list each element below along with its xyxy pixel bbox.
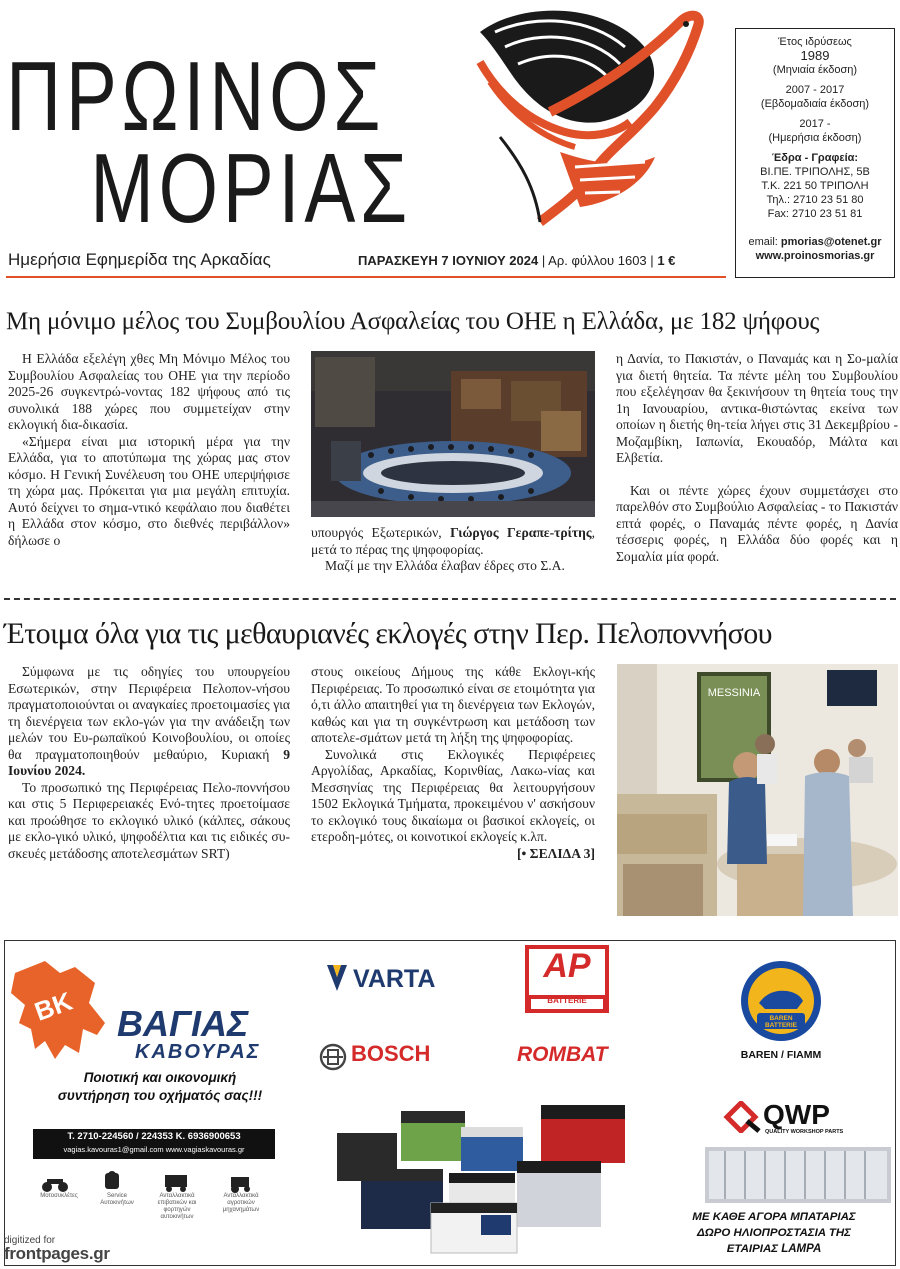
publisher-infobox <box>735 28 895 278</box>
article2-column1 <box>8 664 290 862</box>
phone: Τηλ.: 2710 23 51 80 <box>766 194 864 206</box>
photo-sign-text: MESSINIA <box>707 687 761 699</box>
varta-logo-icon <box>327 965 347 991</box>
article1-paragraph: «Σήμερα είναι μια ιστορική μέρα για την Ελλάδα, για το αποτύπωμα της χώρας μας στον κόσμο. Η Γενική Συνέλευση του ΟΗΕ υπερψήφισε τη χώρα μας. Πρόκειται για μια μεγάλη επιτυχία. Αυτό δείχνει το σημα-ντικό κεφάλαιο που διαθέτει η Ελλάδα στον κόσμο, στο διεθνές περιβάλλον» δήλωσε ο <box>8 433 290 548</box>
article2-headline: Έτοιμα όλα για τις μεθαυριανές εκλογές στην Περ. Πελοποννήσου <box>4 617 772 650</box>
qwp-logo-icon <box>723 1101 763 1133</box>
ad-slogan: Ποιοτική και οικονομική συντήρηση του οχήματός σας!!! <box>57 1070 263 1103</box>
article1-paragraph: υπουργός Εξωτερικών, Γιώργος Γεραπε-τρίτης, μετά το πέρας της ψηφοφορίας. <box>311 525 595 557</box>
section-divider <box>4 598 896 600</box>
car-batteries-illustration <box>331 1091 631 1261</box>
issue-info <box>358 253 675 268</box>
qwp-brand-sub: QUALITY WORKSHOP PARTS <box>765 1129 844 1135</box>
service-icons <box>39 1169 269 1193</box>
address-line2: Τ.Κ. 221 50 ΤΡΙΠΟΛΗ <box>761 180 869 192</box>
separator: | <box>541 253 546 268</box>
ap-brand: AP <box>543 947 591 985</box>
ad-phones: Τ. 2710-224560 / 224353 Κ. 6936900653 <box>67 1131 241 1142</box>
ad-promo-text: ΜΕ ΚΑΘΕ ΑΓΟΡΑ ΜΠΑΤΑΡΙΑΣ ΔΩΡΟ ΗΛΙΟΠΡΟΣΤΑΣΙΑ ΤΗΣ ΕΤΑΙΡΙΑΣ LAMPA <box>692 1211 856 1255</box>
bird-logo-icon <box>440 2 720 227</box>
qwp-brand: QWP <box>763 1099 830 1130</box>
email-address[interactable]: pmorias@otenet.gr <box>780 236 882 248</box>
un-security-council-photo <box>311 351 595 517</box>
daily-years: 2017 - <box>799 118 831 130</box>
frontpages-watermark: digitized for frontpages.gr <box>4 1235 110 1263</box>
varta-brand: VARTA <box>353 965 436 993</box>
service-label: Μοτοσυκλέτες <box>40 1193 78 1199</box>
newspaper-title-line1: ΠΡΩΙΝΟΣ <box>6 41 386 151</box>
masthead-rule <box>6 276 726 278</box>
fax: Fax: 2710 23 51 81 <box>767 208 863 220</box>
minister-name: Γιώργος Γεραπε-τρίτης <box>450 525 592 540</box>
article1-column1 <box>8 351 290 549</box>
rombat-brand: ROMBAT <box>517 1043 608 1066</box>
email-line <box>736 235 894 249</box>
svg-text:ΒΚ: ΒΚ <box>30 985 77 1027</box>
article2-paragraph: Σύμφωνα με τις οδηγίες του υπουργείου Εσωτερικών, στην Περιφέρεια Πελοπον-νήσου πραγματοποιούνται οι αναγκαίες προετοιμασίες για τη διενέργεια των εκλο-γών για την ανάδειξη των μελών του Ευ-ρωπαϊκού Κοινοβουλίου, οι οποίες θα πραγματοποιηθούν μεθαύριο, Κυριακή 9 Ιουνίου 2024. <box>8 664 290 778</box>
article2-paragraph: Το προσωπικό της Περιφέρειας Πελο-ποννήσου και στις 5 Περιφερειακές Ενό-τητες προετοίμασε και προώθησε το εκλογικό υλικό (κάλπες, σάκους με εκλο-γικό υλικό, ψηφοδέλτια και τις ειδικές συ-σκευές μετάδοσης αποτελεσμάτων SRT) <box>8 779 290 861</box>
daily-edition: (Ημερήσια έκδοση) <box>768 132 862 144</box>
office-label: Έδρα - Γραφεία: <box>771 152 859 164</box>
company-name-line1: ΒΑΓΙΑΣ <box>117 1003 249 1044</box>
website-link[interactable]: www.proinosmorias.gr <box>755 250 875 262</box>
baren-badge-text: BAREN BATTERIE <box>764 1015 798 1029</box>
article1-paragraph: Η Ελλάδα εξελέγη χθες Μη Μόνιμο Μέλος του Συμβουλίου Ασφαλείας του ΟΗΕ για την περίοδο 2025-26 συγκεντρώ-νοντας 182 ψήφους από τις συνολικά 188 χώρες που συμμετείχαν στην εκλογική δια-δικασία. <box>8 351 290 432</box>
article2-column2 <box>311 664 595 862</box>
weekly-years: 2007 - 2017 <box>785 84 845 96</box>
article1-column2 <box>311 525 595 575</box>
battery-advertisement[interactable] <box>4 940 896 1266</box>
company-name-line2: ΚΑΒΟΥΡΑΣ <box>135 1041 261 1063</box>
article1-paragraph: Μαζί με την Ελλάδα έλαβαν έδρες στο Σ.Α. <box>325 558 565 573</box>
article2-paragraph: Συνολικά στις Εκλογικές Περιφέρειες Αργολίδας, Αρκαδίας, Κορινθίας, Λακω-νίας και Μεσσηνίας της Περιφέρειας θα λειτουργήσουν 1502 Εκλογικά Τμήματα, προκειμένου ν' ασκήσουν το εκλογικό τους δικαίωμα οι βασικοί εκλογείς, οι ετεροδη-μότες, οι κοινοτικοί εκλογείς κ.λπ. <box>311 746 595 844</box>
ad-email-web: vagias.kavouras1@gmail.com www.vagiaskavouras.gr <box>63 1145 245 1154</box>
weekly-edition: (Εβδομαδιαία έκδοση) <box>760 98 870 110</box>
monthly-edition: (Μηνιαία έκδοση) <box>772 64 858 76</box>
article1-paragraph: η Δανία, το Πακιστάν, ο Παναμάς και η Σο-μαλία για διετή θητεία. Τα πέντε μέλη του Συμβουλίου που εξελέγησαν θα ξεκινήσουν τη θητεία τους την 1η Ιανουαρίου, αντικα-θιστώντας εκείνα των οποίων η διετής θη-τεία λήγει στις 31 Δεκεμβρίου - Μοζαμβίκη, Ιαπωνία, Εκουαδόρ, Μάλτα και Ελβετία. <box>616 351 898 465</box>
price: 1 € <box>657 253 676 268</box>
newspaper-title <box>6 41 412 243</box>
bosch-brand: BOSCH <box>351 1041 431 1066</box>
newspaper-tagline: Ημερήσια Εφημερίδα της Αρκαδίας <box>8 250 271 269</box>
issue-date: ΠΑΡΑΣΚΕΥΗ 7 ΙΟΥΝΙΟΥ 2024 <box>358 253 539 268</box>
service-label: Ανταλλακτικά επιβατικών και φορτηγών αυτοκινήτων <box>157 1193 197 1220</box>
peloponnese-map-logo-icon <box>5 953 115 1063</box>
ap-brand-sub: BATTERIE <box>547 996 587 1005</box>
election-staff-photo <box>617 664 898 916</box>
bosch-logo-icon <box>319 1043 347 1071</box>
baren-logo-icon <box>739 959 823 1043</box>
email-label: email: <box>748 236 778 248</box>
article1-paragraph: Και οι πέντε χώρες έχουν συμμετάσχει στο παρελθόν στο Συμβούλιο Ασφαλείας - το Πακιστάν επτά φορές, ο Παναμάς πέντε φορές, η Δανία τέσσερις φορές, η Ελλάδα δύο φορές και η Σομαλία μία φορά. <box>616 482 898 564</box>
article2-paragraph: στους οικείους Δήμους της κάθε Εκλογι-κής Περιφέρειας. Το προσωπικό είναι σε ετοιμότητα για ό,τι άλλο απαιτηθεί για τη διενέργεια των Εκλογών, καθώς και για τη συγκέντρωση και μετάδοση των αποτελε-σμάτων μετά τη λήξη της ψηφοφορίας. <box>311 664 595 745</box>
article1-headline: Μη μόνιμο μέλος του Συμβουλίου Ασφαλείας του ΟΗΕ η Ελλάδα, με 182 ψήφους <box>6 308 820 335</box>
article1-column3 <box>616 351 898 565</box>
separator: | <box>650 253 654 268</box>
election-date: 9 Ιουνίου 2024. <box>8 746 290 778</box>
founded-year: 1989 <box>800 48 830 63</box>
address-line1: ΒΙ.ΠΕ. ΤΡΙΠΟΛΗΣ, 5Β <box>760 166 870 178</box>
page-reference[interactable]: [• ΣΕΛΙΔΑ 3] <box>517 845 595 861</box>
baren-fiamm-brand: BAREN / FIAMM <box>740 1049 822 1061</box>
sheet-number: Αρ. φύλλου 1603 <box>548 253 647 268</box>
sunshade-gift-image <box>705 1147 891 1203</box>
newspaper-title-line2: ΜΟΡΙΑΣ <box>90 133 412 243</box>
service-label: Ανταλλακτικά αγροτικών μηχανημάτων <box>222 1193 260 1213</box>
service-label: Service Αυτοκινήτων <box>100 1193 134 1206</box>
founded-label: Έτος ιδρύσεως <box>778 36 852 48</box>
